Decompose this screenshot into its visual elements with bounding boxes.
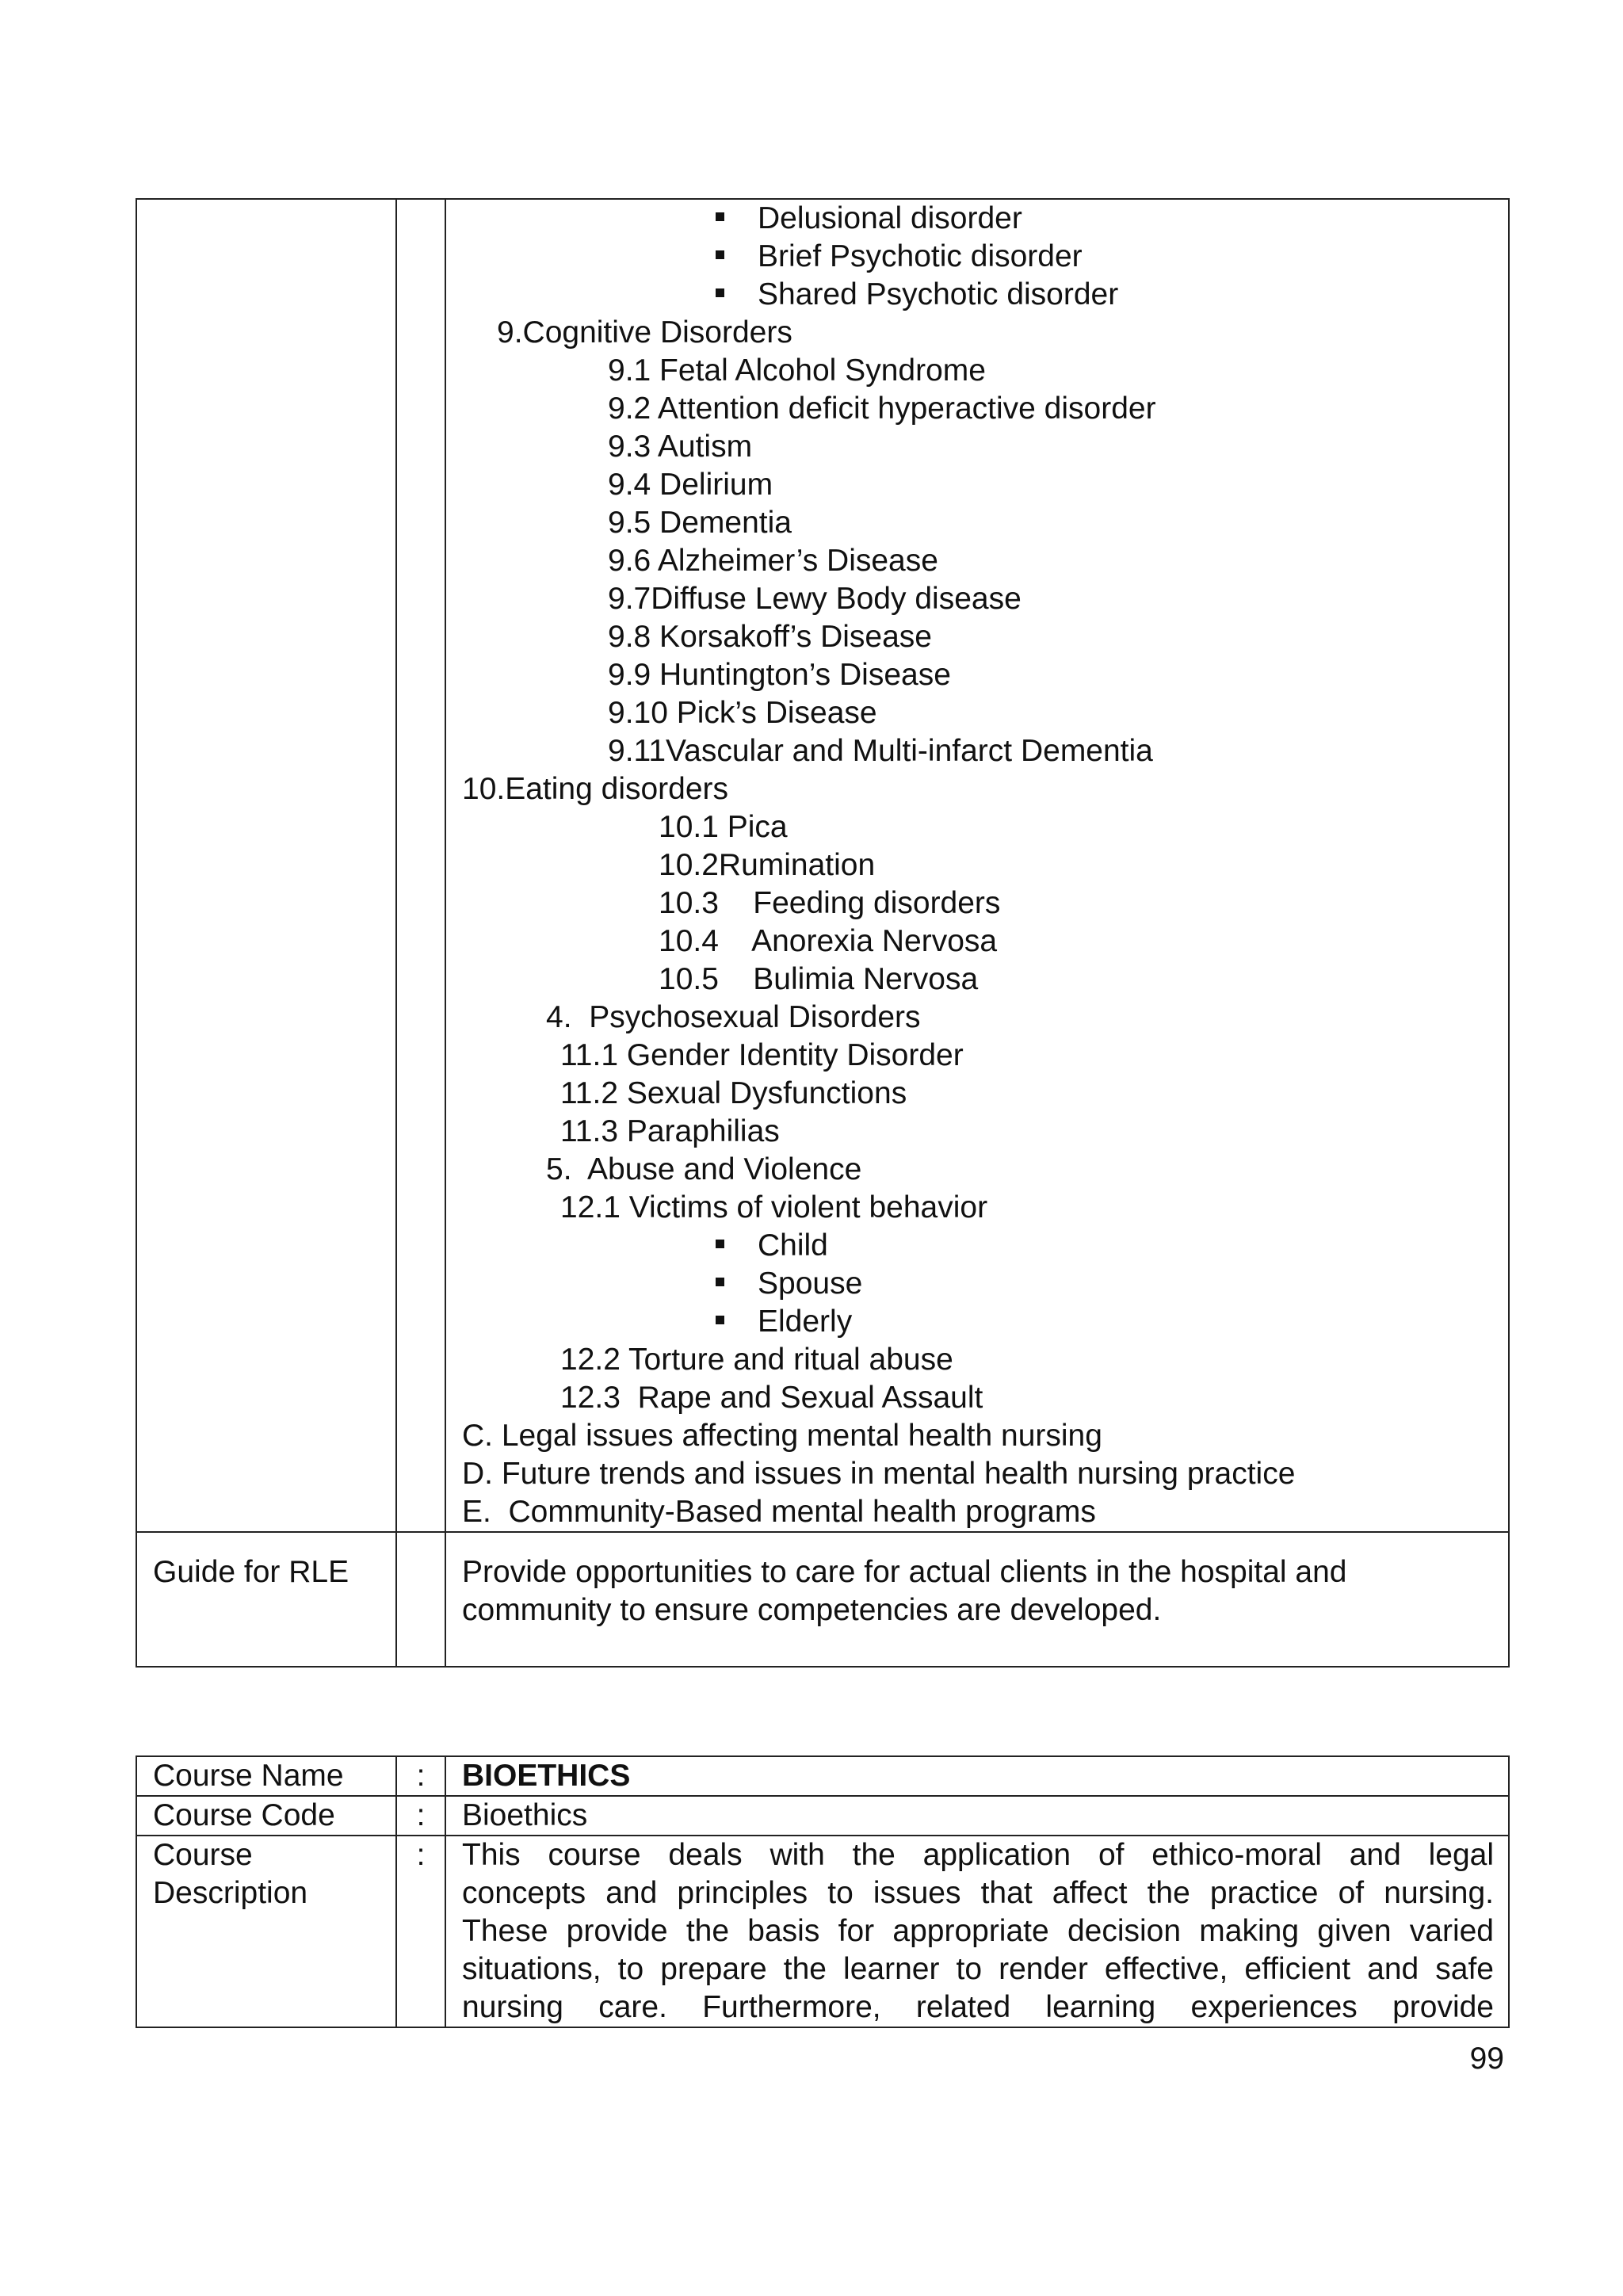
outline-item: C. Legal issues affecting mental health nursing	[462, 1419, 1102, 1453]
outline-item: 10.4 Anorexia Nervosa	[659, 924, 998, 958]
course-code-label: Course Code	[136, 1796, 396, 1836]
outline-item: 9.3 Autism	[608, 430, 753, 464]
outline-item: 9.4 Delirium	[608, 468, 773, 502]
colon: :	[396, 1756, 445, 1796]
course-name-label: Course Name	[136, 1756, 396, 1796]
outline-item: 9.6 Alzheimer’s Disease	[608, 544, 938, 578]
description-line: nursing care. Furthermore, related learning experiences provide	[462, 1990, 1494, 2024]
outline-cell	[445, 199, 1509, 1532]
description-line: concepts and principles to issues that affect the practice of nursing.	[462, 1876, 1494, 1910]
curriculum-table	[136, 198, 1510, 1668]
outline-item: E. Community-Based mental health programs	[462, 1495, 1096, 1529]
outline-item: 10.5 Bulimia Nervosa	[659, 962, 979, 996]
topic-outline	[446, 200, 1508, 1531]
description-line: These provide the basis for appropriate decision making given varied	[462, 1914, 1494, 1948]
outline-item: 12.1 Victims of violent behavior	[560, 1190, 988, 1224]
bullet-item: Elderly	[446, 1303, 1508, 1341]
outline-item: 11.1 Gender Identity Disorder	[560, 1038, 964, 1072]
outline-item: 9.Cognitive Disorders	[497, 315, 792, 350]
outline-item: 9.9 Huntington’s Disease	[608, 658, 951, 692]
rle-text: Provide opportunities to care for actual clients in the hospital and community to ensure competencies are developed.	[445, 1532, 1509, 1667]
course-name-value: BIOETHICS	[445, 1756, 1509, 1796]
outline-item: D. Future trends and issues in mental health nursing practice	[462, 1457, 1296, 1491]
bullet-item: Delusional disorder	[446, 200, 1508, 238]
empty-label-cell	[136, 199, 396, 1532]
bullet-item: Child	[446, 1227, 1508, 1265]
description-line: This course deals with the application of ethico-moral and legal	[462, 1838, 1494, 1872]
rle-label: Guide for RLE	[136, 1532, 396, 1667]
outline-item: 10.3 Feeding disorders	[659, 886, 1001, 920]
bullet-item: Brief Psychotic disorder	[446, 238, 1508, 276]
outline-item: 11.2 Sexual Dysfunctions	[560, 1076, 907, 1110]
outline-item: 12.3 Rape and Sexual Assault	[560, 1381, 983, 1415]
outline-row	[136, 199, 1509, 1532]
rle-row	[136, 1532, 1509, 1667]
course-name-row	[136, 1756, 1509, 1796]
outline-item: 9.2 Attention deficit hyperactive disorder	[608, 392, 1156, 426]
course-description-value	[445, 1836, 1509, 2027]
outline-item: 11.3 Paraphilias	[560, 1114, 780, 1148]
outline-item: 9.11Vascular and Multi-infarct Dementia	[608, 734, 1153, 768]
course-description-label: Course Description	[136, 1836, 396, 2027]
bullet-item: Shared Psychotic disorder	[446, 276, 1508, 314]
outline-item: 12.2 Torture and ritual abuse	[560, 1343, 953, 1377]
colon: :	[396, 1836, 445, 2027]
outline-item: 10.Eating disorders	[462, 772, 729, 806]
outline-item: 9.7Diffuse Lewy Body disease	[608, 582, 1022, 616]
description-line: situations, to prepare the learner to render effective, efficient and safe	[462, 1952, 1494, 1986]
rle-colon-cell	[396, 1532, 445, 1667]
outline-item: 10.1 Pica	[659, 810, 788, 844]
outline-item: 9.5 Dementia	[608, 506, 792, 540]
outline-item: 4. Psychosexual Disorders	[546, 1000, 921, 1034]
page-number: 99	[1469, 2042, 1504, 2076]
outline-item: 9.10 Pick’s Disease	[608, 696, 877, 730]
course-table	[136, 1755, 1510, 2028]
empty-colon-cell	[396, 199, 445, 1532]
bullet-item: Spouse	[446, 1265, 1508, 1303]
outline-item: 9.1 Fetal Alcohol Syndrome	[608, 353, 986, 388]
outline-item: 5. Abuse and Violence	[546, 1152, 862, 1186]
course-code-value: Bioethics	[445, 1796, 1509, 1836]
outline-item: 10.2Rumination	[659, 848, 876, 882]
course-description-row	[136, 1836, 1509, 2027]
outline-item: 9.8 Korsakoff’s Disease	[608, 620, 932, 654]
colon: :	[396, 1796, 445, 1836]
course-description-text	[462, 1836, 1494, 2027]
course-code-row	[136, 1796, 1509, 1836]
